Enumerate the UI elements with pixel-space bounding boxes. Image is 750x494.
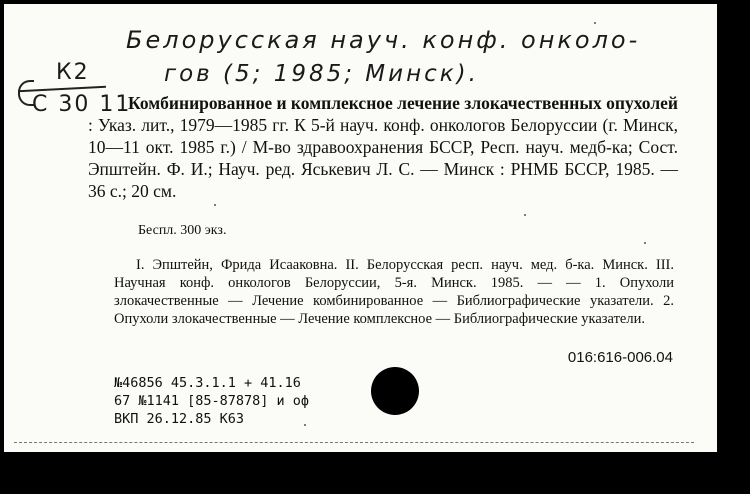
entry-body: : Указ. лит., 1979—1985 гг. К 5-й науч. конф. онкологов Белоруссии (г. Минск, 10—11 окт. 1985 г.) / М-во здравоохранения БССР, Респ. науч. медб-ка; Сост. Эпштейн. Ф. И.; Науч. ред. Яськевич Л. С. — Минск : РНМБ БССР, 1985. — 36 с.; 20 см. — [88, 115, 678, 201]
paper-speck — [524, 214, 526, 216]
paper-speck — [304, 424, 306, 426]
entry-title: Комбинированное и комплексное лечение злокачественных опухолей — [128, 93, 678, 113]
bibliographic-entry — [88, 92, 678, 202]
handwritten-heading-line2: гов (5; 1985; Минск). — [164, 61, 479, 87]
price-and-print-run: Беспл. 300 экз. — [138, 223, 227, 238]
accession-block — [114, 374, 309, 428]
accession-line-1: №46856 45.3.1.1 + 41.16 — [114, 375, 301, 391]
accession-line-2: 67 №1141 [85-87878] и оф — [114, 393, 310, 409]
handwritten-heading-line1: Белорусская науч. конф. онколо- — [126, 26, 641, 54]
card-punch-hole — [371, 367, 419, 415]
paper-speck — [214, 204, 216, 206]
shelf-mark-top: К2 — [56, 60, 90, 85]
catalog-card — [4, 4, 717, 452]
card-bottom-edge — [14, 442, 694, 444]
tracing-notes: I. Эпштейн, Фрида Исааковна. II. Белорусская респ. науч. мед. б-ка. Минск. III. Научная конф. онкологов Белоруссии, 5-я. Минск. 1985. — — 1. Опухоли злокачественные — Лечение комбинированное — Библиографические указатели. 2. Опухоли злокачественные — Лечение комплексное — Библиографические указатели. — [114, 257, 674, 327]
udc-classification: 016:616-006.04 — [567, 349, 673, 366]
paper-speck — [644, 242, 646, 244]
shelf-mark-bottom: С 30 11 — [32, 92, 132, 117]
accession-line-3: ВКП 26.12.85 К63 — [114, 411, 245, 427]
paper-speck — [594, 22, 596, 24]
